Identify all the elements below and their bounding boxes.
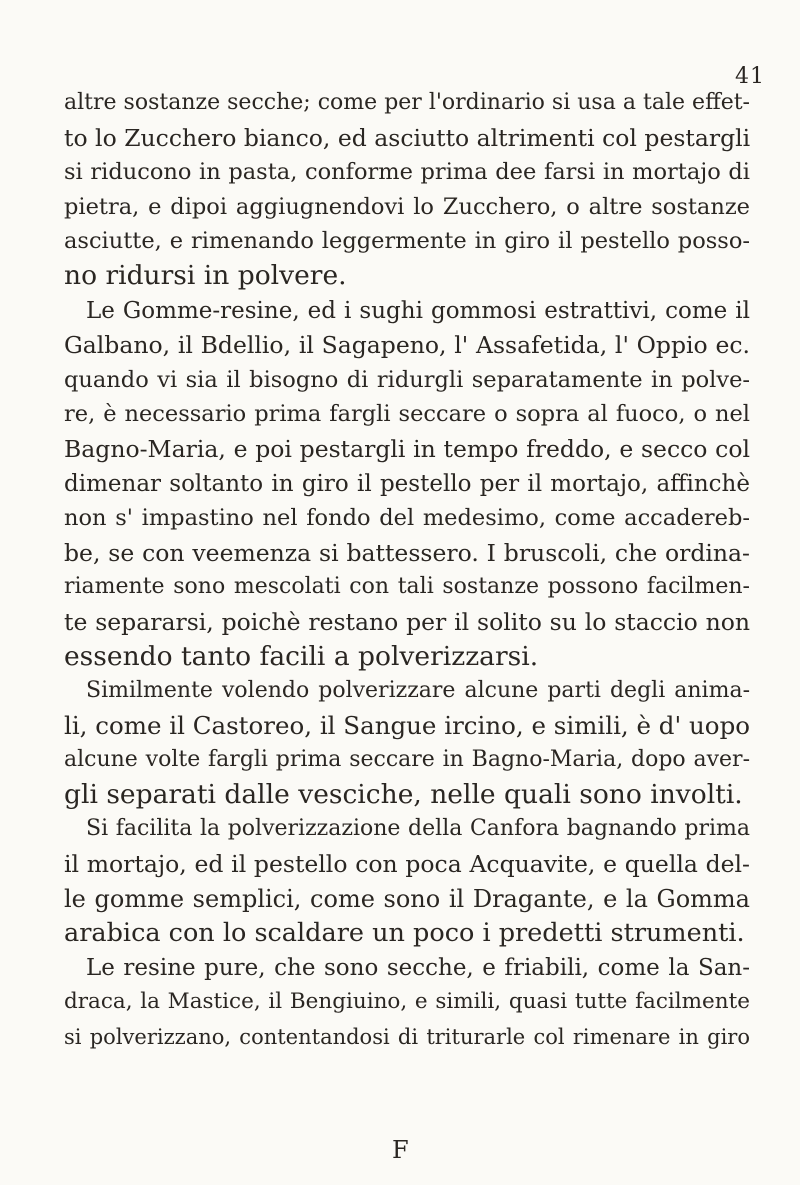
text-line: Le Gomme-resine, ed i sughi gommosi estrattivi, come il (86, 297, 750, 324)
text-line: dimenar soltanto in giro il pestello per il mortajo, affinchè (64, 470, 750, 497)
signature-mark: F (392, 1136, 409, 1164)
body-text (64, 86, 750, 1055)
text-line: Galbano, il Bdellio, il Sagapeno, l' Assafetida, l' Oppio ec. (64, 331, 750, 360)
text-line: riamente sono mescolati con tali sostanze possono facilmen- (64, 574, 750, 600)
text-line: non s' impastino nel fondo del medesimo, come accadereb- (64, 505, 750, 532)
text-line: le gomme semplici, come sono il Dragante, e la Gomma (64, 884, 750, 913)
text-line: si riducono in pasta, conforme prima dee farsi in mortajo di (64, 159, 750, 186)
text-line: si polverizzano, contentandosi di triturarle col rimenare in giro (64, 1025, 750, 1050)
text-line: pietra, e dipoi aggiugnendovi lo Zucchero, o altre sostanze (64, 193, 750, 220)
text-line: li, come il Castoreo, il Sangue ircino, e simili, è d' uopo (64, 710, 750, 740)
text-line: alcune volte fargli prima seccare in Bagno-Maria, dopo aver- (64, 747, 750, 773)
text-line: gli separati dalle vesciche, nelle quali sono involti. (64, 778, 743, 810)
text-line: no ridursi in polvere. (64, 259, 347, 291)
text-line: quando vi sia il bisogno di ridurgli separatamente in polve- (64, 366, 750, 393)
text-line: re, è necessario prima fargli seccare o sopra al fuoco, o nel (64, 401, 750, 428)
text-line: draca, la Mastice, il Bengiuino, e simili, quasi tutte facilmente (64, 989, 750, 1015)
text-line: Si facilita la polverizzazione della Canfora bagnando prima (86, 816, 750, 842)
text-line: be, se con veemenza si battessero. I bruscoli, che ordina- (64, 538, 750, 567)
text-line: Bagno-Maria, e poi pestargli in tempo freddo, e secco col (64, 434, 750, 463)
text-line: Similmente volendo polverizzare alcune parti degli anima- (86, 678, 750, 704)
text-line: to lo Zucchero bianco, ed asciutto altrimenti col pestargli (64, 123, 751, 152)
text-line: asciutte, e rimenando leggermente in giro il pestello posso- (64, 228, 750, 255)
text-line: arabica con lo scaldare un poco i predetti strumenti. (64, 918, 745, 949)
text-line: essendo tanto facili a polverizzarsi. (64, 640, 539, 672)
text-line: Le resine pure, che sono secche, e friabili, come la San- (86, 954, 750, 981)
text-line: il mortajo, ed il pestello con poca Acquavite, e quella del- (64, 850, 750, 879)
text-line: te separarsi, poichè restano per il solito su lo staccio non (64, 607, 750, 636)
text-line: altre sostanze secche; come per l'ordinario si usa a tale effet- (64, 90, 750, 115)
page-number: 41 (735, 64, 765, 89)
